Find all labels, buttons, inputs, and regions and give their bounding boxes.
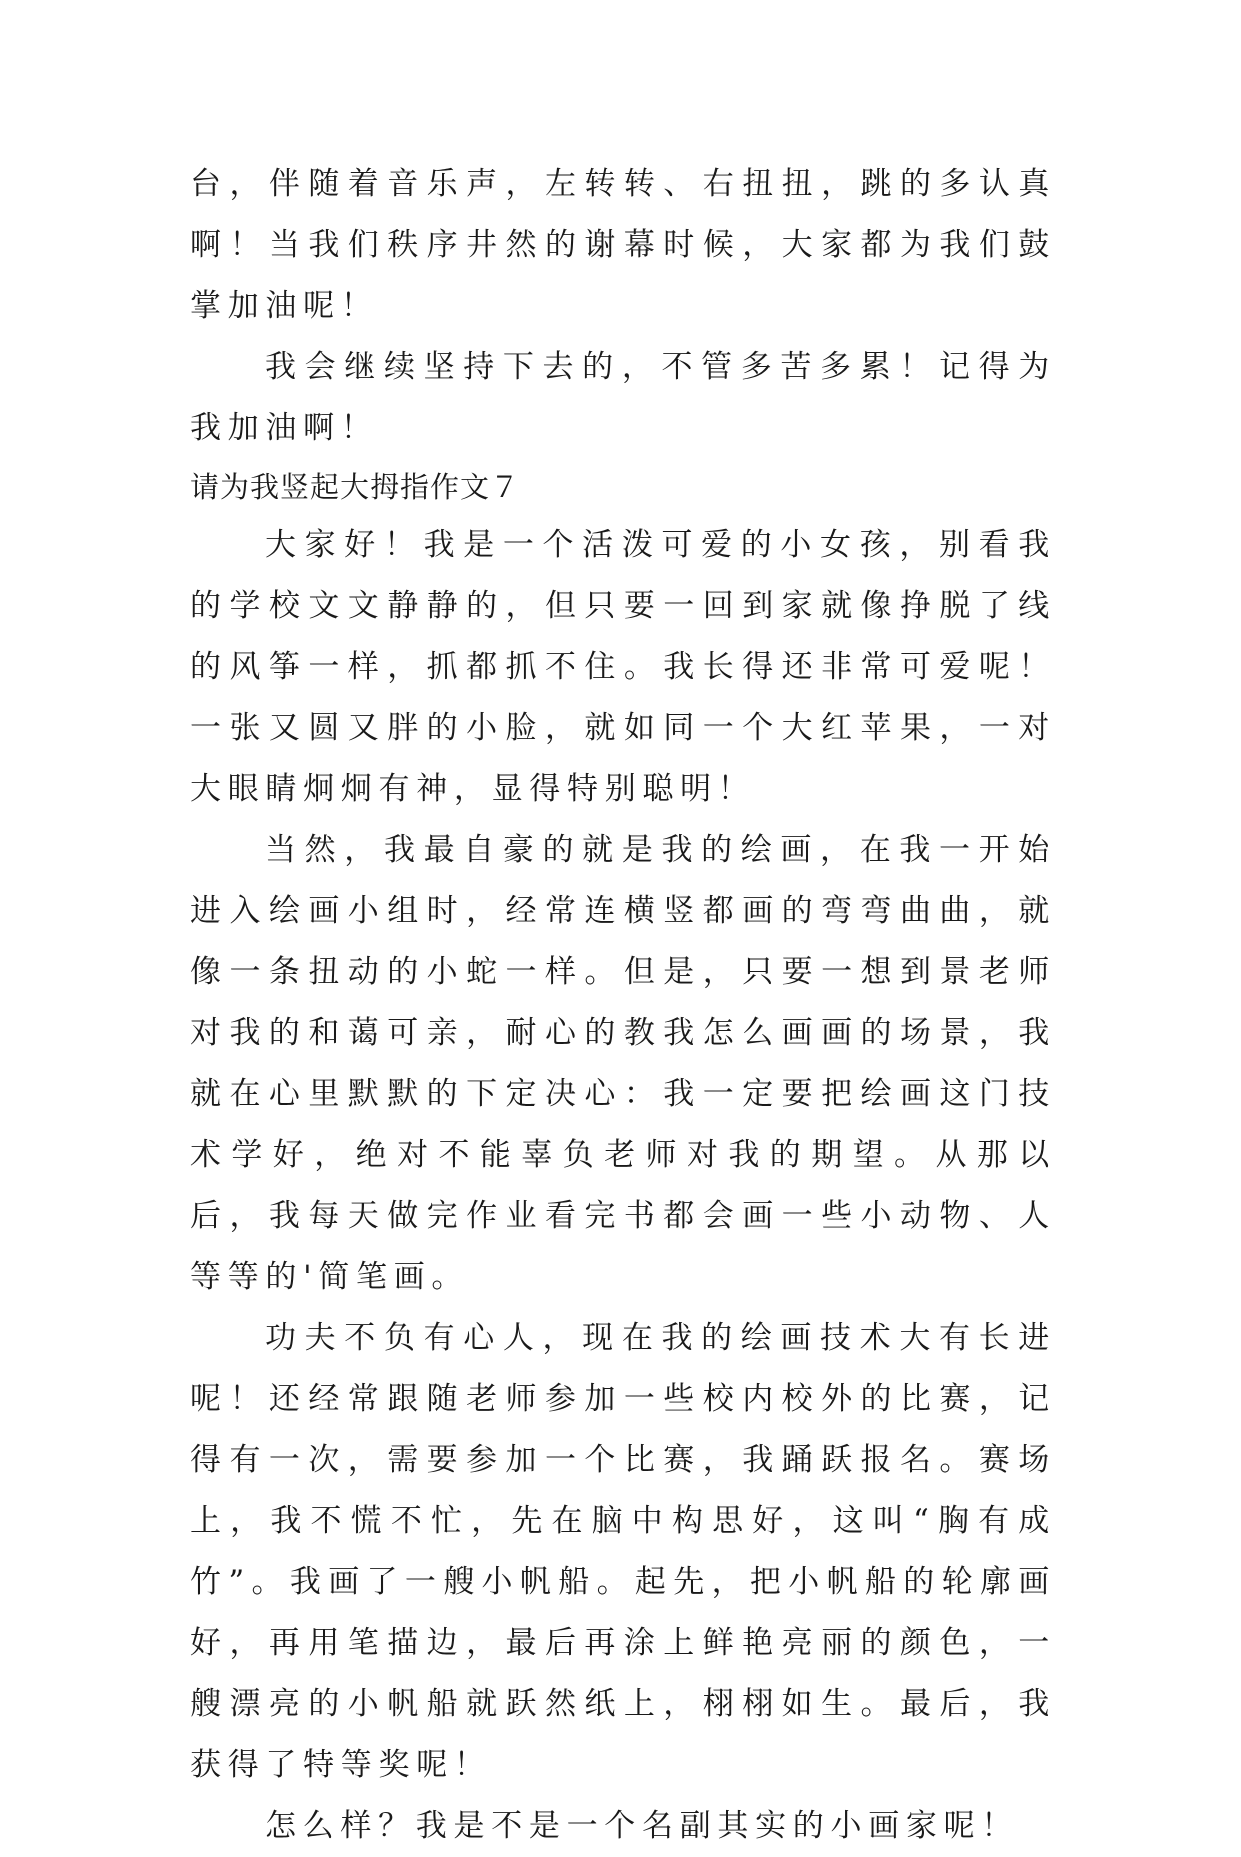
paragraph-encouragement: 我会继续坚持下去的，不管多苦多累！记得为我加油啊！ xyxy=(190,349,1056,446)
paragraph-drawing-pride: 当然，我最自豪的就是我的绘画，在我一开始进入绘画小组时，经常连横竖都画的弯弯曲曲，就像一条扭动的小蛇一样。但是，只要一想到景老师对我的和蔼可亲，耐心的教我怎么画画的场景，我就在心里默默的下定决心：我一定要把绘画这门技术学好，绝对不能辜负老师对我的期望。从那以后，我每天做完作业看完书都会画一些小动物、人等等的'简笔画。 xyxy=(190,832,1056,1295)
document-content xyxy=(190,154,1056,1857)
essay-title: 请为我竖起大拇指作文７ xyxy=(190,470,521,504)
paragraph-continuation: 台，伴随着音乐声，左转转、右扭扭，跳的多认真啊！当我们秩序井然的谢幕时候，大家都为我们鼓掌加油呢！ xyxy=(190,166,1056,324)
paragraph-introduction: 大家好！我是一个活泼可爱的小女孩，别看我的学校文文静静的，但只要一回到家就像挣脱了线的风筝一样，抓都抓不住。我长得还非常可爱呢！一张又圆又胖的小脸，就如同一个大红苹果，一对大眼睛炯炯有神，显得特别聪明！ xyxy=(190,527,1056,807)
paragraph-competition: 功夫不负有心人，现在我的绘画技术大有长进呢！还经常跟随老师参加一些校内校外的比赛，记得有一次，需要参加一个比赛，我踊跃报名。赛场上，我不慌不忙，先在脑中构思好，这叫“胸有成竹”。我画了一艘小帆船。起先，把小帆船的轮廓画好，再用笔描边，最后再涂上鲜艳亮丽的颜色，一艘漂亮的小帆船就跃然纸上，栩栩如生。最后，我获得了特等奖呢！ xyxy=(190,1320,1056,1783)
paragraph-closing: 怎么样？我是不是一个名副其实的小画家呢！ xyxy=(265,1808,1019,1844)
